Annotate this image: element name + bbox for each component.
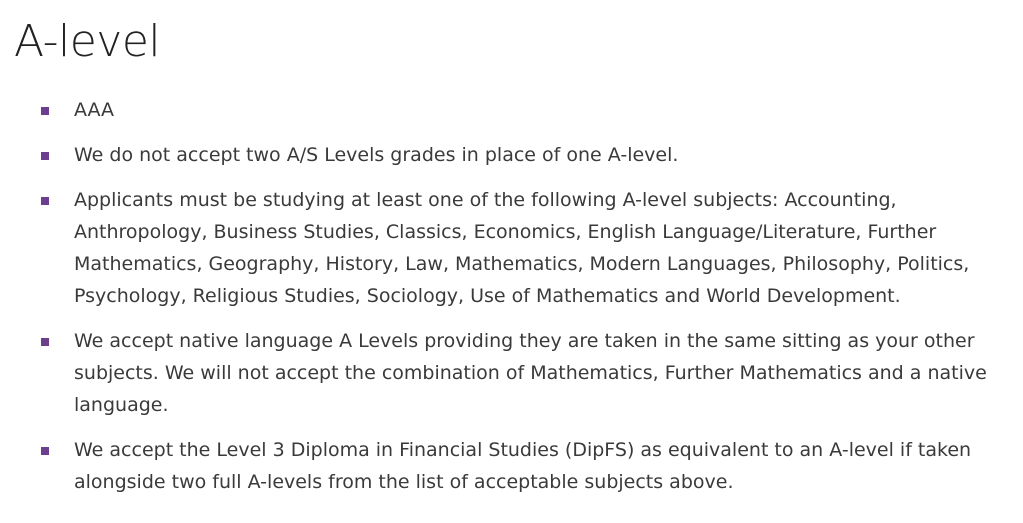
list-item-text: AAA [74,99,115,121]
square-bullet-icon [41,107,49,115]
list-item-text: We accept native language A Levels providing they are taken in the same sitting as your other subjects. We will not accept the combination of Mathematics, Further Mathematics and a native language. [74,330,987,416]
square-bullet-icon [41,152,49,160]
section-heading: A-level [14,16,161,67]
list-item-text: Applicants must be studying at least one of the following A-level subjects: Accounting, Anthropology, Business Studies, Classics, Economics, English Language/Literature, Further Mathematics, Geography, History, Law, Mathematics, Modern Languages, Philosophy, Politics, Psychology, Religious Studies, Sociology, Use of Mathematics and World Development. [74,189,970,307]
list-item [0,139,1023,171]
list-item [0,184,1023,312]
list-item-text: We do not accept two A/S Levels grades in place of one A-level. [74,144,679,166]
square-bullet-icon [41,197,49,205]
list-item [0,325,1023,421]
square-bullet-icon [41,447,49,455]
list-item-text: We accept the Level 3 Diploma in Financial Studies (DipFS) as equivalent to an A-level if taken alongside two full A-levels from the list of acceptable subjects above. [74,439,972,493]
list-item [0,434,1023,498]
requirements-list [0,94,1023,511]
list-item [0,94,1023,126]
square-bullet-icon [41,338,49,346]
